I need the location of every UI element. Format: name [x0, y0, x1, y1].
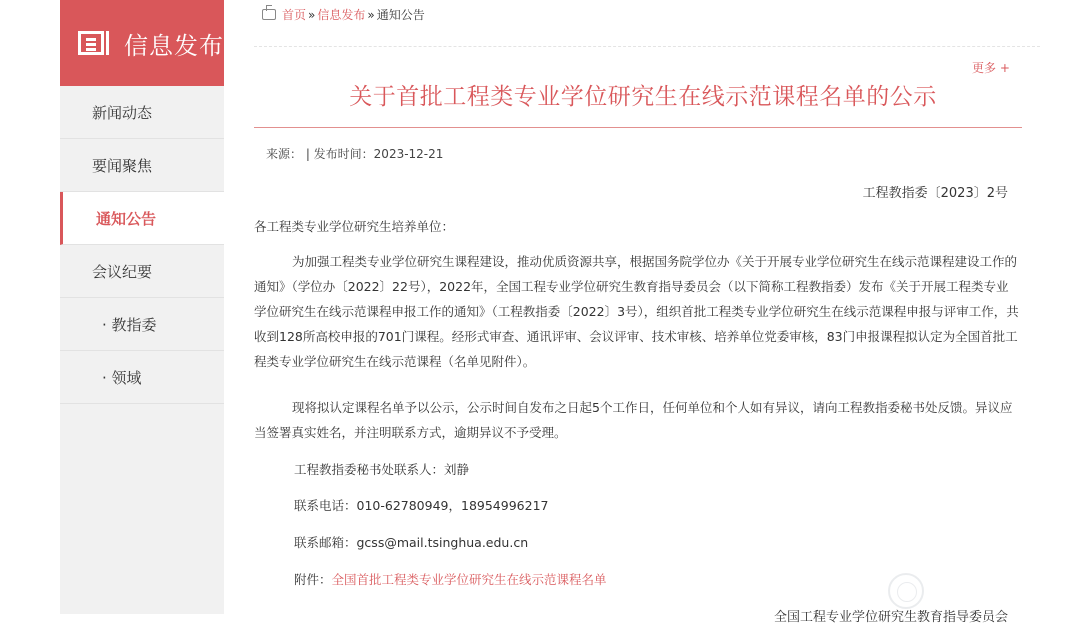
sidebar-item-1[interactable]: 要闻聚焦 — [60, 139, 224, 192]
more-link[interactable]: 更多 + — [972, 61, 1010, 75]
sidebar-item-5[interactable]: · 领域 — [60, 351, 224, 404]
document-number: 工程教指委〔2023〕2号 — [862, 186, 1008, 201]
divider — [254, 46, 1040, 47]
breadcrumb — [262, 6, 425, 23]
document-list-icon — [78, 31, 104, 55]
sidebar — [60, 0, 224, 614]
contact-email: 联系邮箱：gcss@mail.tsinghua.edu.cn — [294, 535, 529, 550]
contact-person: 工程教指委秘书处联系人：刘静 — [294, 462, 470, 477]
sidebar-title: 信息发布 — [124, 31, 224, 60]
sidebar-item-0[interactable]: 新闻动态 — [60, 86, 224, 139]
sidebar-item-2[interactable]: 通知公告 — [60, 192, 224, 245]
breadcrumb-separator: » — [367, 7, 375, 22]
attachment-label: 附件： — [294, 572, 332, 587]
breadcrumb-separator: » — [308, 7, 316, 22]
contact-phone: 联系电话：010-62780949，18954996217 — [294, 498, 549, 513]
article-meta: 来源： | 发布时间：2023-12-21 — [266, 147, 444, 161]
sidebar-nav — [60, 86, 224, 404]
paragraph-1: 为加强工程类专业学位研究生课程建设，推动优质资源共享，根据国务院学位办《关于开展专业学位研究生在线示范课程建设工作的通知》（学位办〔2022〕22号），2022年，全国工程专业学位研究生教育指导委员会（以下简称工程教指委）发布《关于开展工程类专业学位研究生在线示范课程申报工作的通知》（工程教指委〔2022〕3号），组织首批工程类专业学位研究生在线示范课程申报与评审工作，共收到128所高校申报的701门课程。经形式审查、通讯评审、会议评审、技术审核、培养单位党委审核，83门申报课程拟认定为全国首批工程类专业学位研究生在线示范课程（名单见附件）。 — [254, 254, 1019, 369]
title-divider — [254, 127, 1022, 128]
paragraph-2: 现将拟认定课程名单予以公示，公示时间自发布之日起5个工作日，任何单位和个人如有异议，请向工程教指委秘书处反馈。异议应当签署真实姓名，并注明联系方式，逾期异议不予受理。 — [254, 400, 1013, 440]
sidebar-header — [60, 0, 224, 86]
breadcrumb-section-link[interactable]: 信息发布 — [317, 8, 366, 22]
attachment-line — [294, 570, 607, 588]
seal-icon — [888, 573, 924, 609]
sidebar-item-3[interactable]: 会议纪要 — [60, 245, 224, 298]
attachment-link[interactable]: 全国首批工程类专业学位研究生在线示范课程名单 — [331, 572, 607, 587]
salutation: 各工程类专业学位研究生培养单位： — [254, 219, 455, 234]
sidebar-item-4[interactable]: · 教指委 — [60, 298, 224, 351]
pointing-hand-icon — [262, 9, 276, 20]
article-title: 关于首批工程类专业学位研究生在线示范课程名单的公示 — [349, 84, 937, 110]
breadcrumb-current: 通知公告 — [376, 8, 425, 22]
watermark-logo — [888, 571, 1068, 611]
breadcrumb-home-link[interactable]: 首页 — [282, 8, 307, 22]
signature: 全国工程专业学位研究生教育指导委员会 — [773, 610, 1008, 625]
